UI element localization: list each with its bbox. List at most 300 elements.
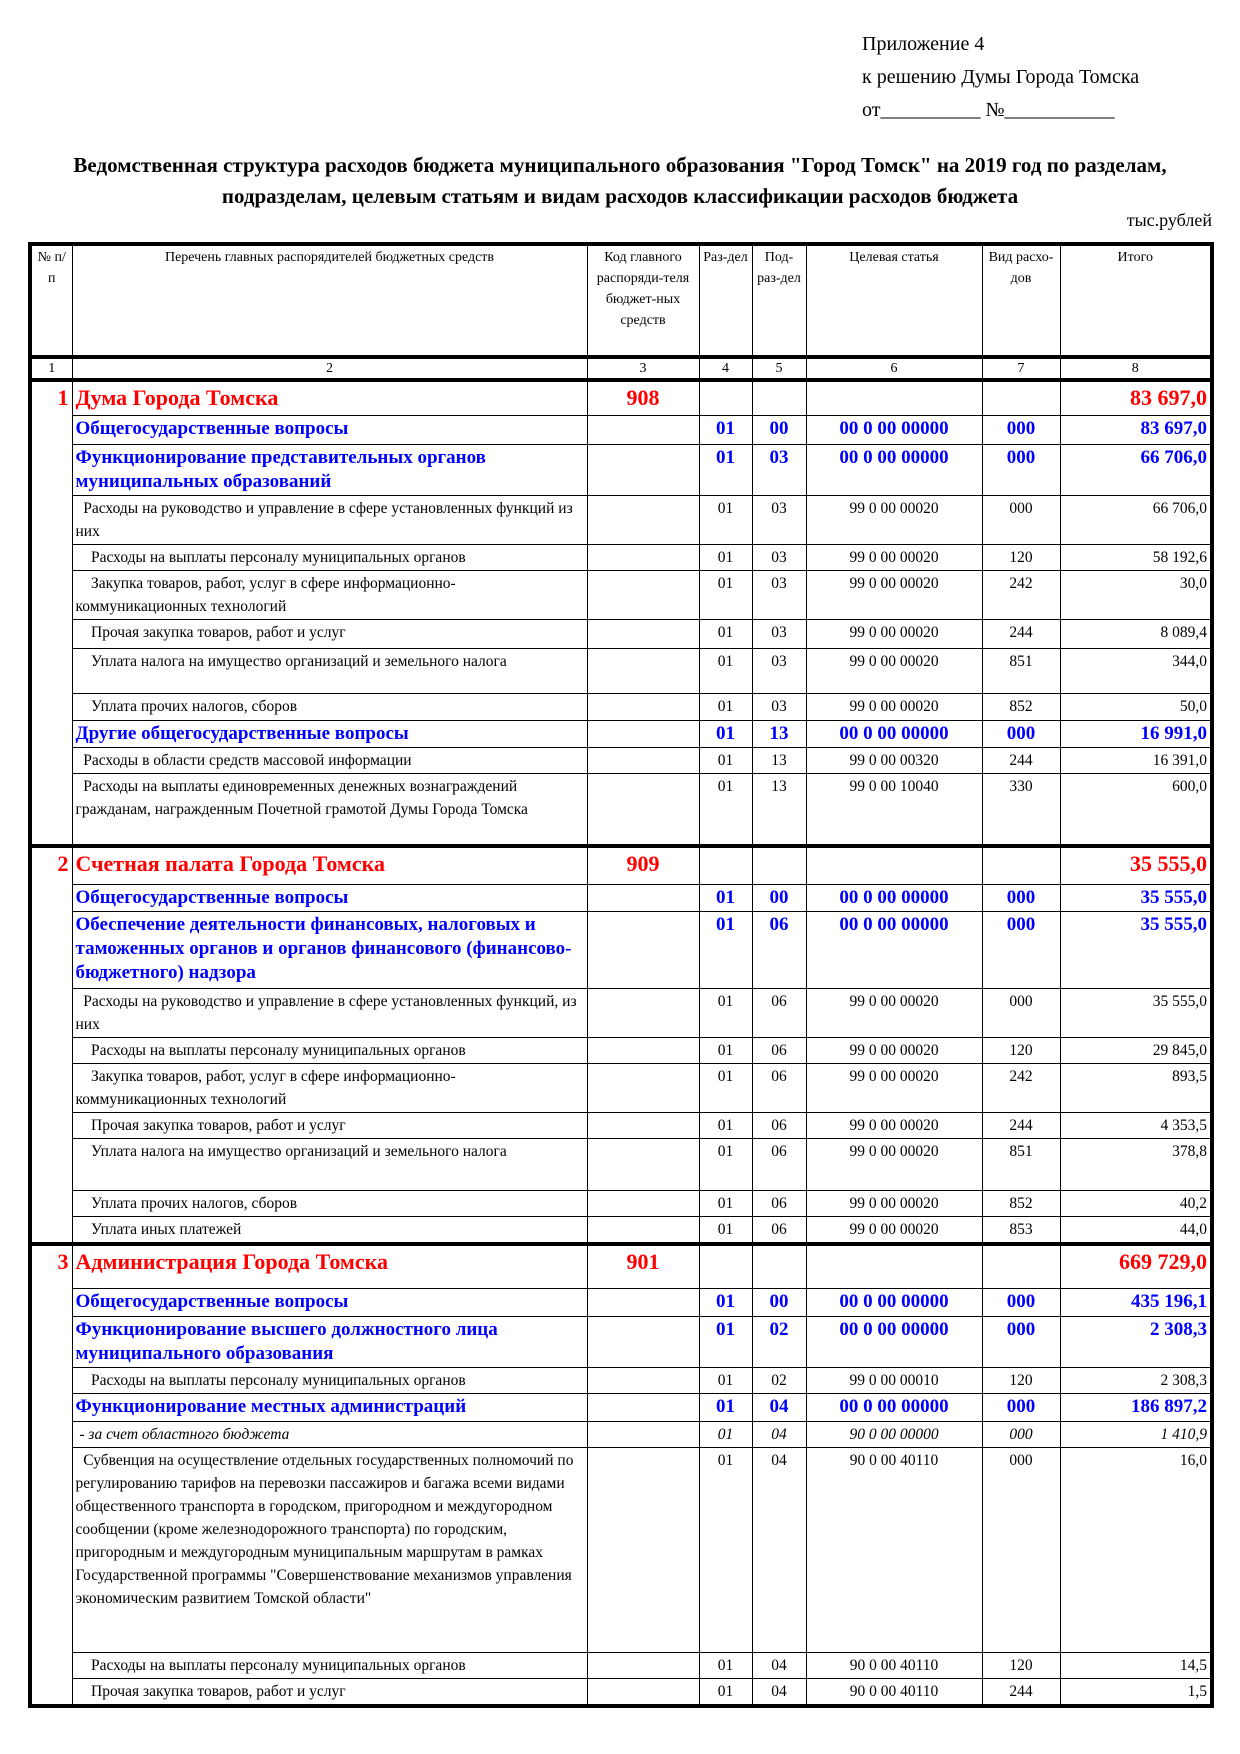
- cell-code: [587, 1368, 699, 1394]
- cell-type: 851: [982, 1138, 1060, 1190]
- cell-podrazdel: 03: [752, 693, 806, 720]
- cell-total: 66 706,0: [1060, 495, 1212, 544]
- cell-code: [587, 1653, 699, 1679]
- cell-total: 66 706,0: [1060, 444, 1212, 495]
- cell-total: 35 555,0: [1060, 911, 1212, 988]
- cell-num: [30, 495, 72, 544]
- cell-total: 83 697,0: [1060, 380, 1212, 415]
- cell-name: Закупка товаров, работ, услуг в сфере информационно-коммуникационных технологий: [72, 1063, 587, 1112]
- cell-razdel: 01: [699, 1653, 752, 1679]
- table-row-item: [30, 1037, 1212, 1063]
- cell-num: [30, 648, 72, 693]
- cell-num: [30, 988, 72, 1037]
- cell-name: Расходы на руководство и управление в сфере установленных функций, из них: [72, 988, 587, 1037]
- cell-target: 99 0 00 00020: [806, 495, 982, 544]
- cell-podrazdel: 02: [752, 1317, 806, 1368]
- cell-num: [30, 1317, 72, 1368]
- colnum: 4: [699, 357, 752, 380]
- cell-num: [30, 1289, 72, 1317]
- table-row-item: [30, 1112, 1212, 1138]
- cell-type: 000: [982, 1289, 1060, 1317]
- cell-total: 83 697,0: [1060, 415, 1212, 444]
- cell-podrazdel: 13: [752, 747, 806, 773]
- cell-podrazdel: 02: [752, 1368, 806, 1394]
- cell-target: 90 0 00 40110: [806, 1653, 982, 1679]
- cell-num: [30, 773, 72, 846]
- cell-type: 330: [982, 773, 1060, 846]
- cell-name: Расходы на выплаты единовременных денежных вознаграждений гражданам, награжденным Почетной грамотой Думы Города Томска: [72, 773, 587, 846]
- cell-total: 2 308,3: [1060, 1368, 1212, 1394]
- cell-type: 000: [982, 1448, 1060, 1653]
- cell-razdel: 01: [699, 415, 752, 444]
- header-razdel: Раз-дел: [699, 244, 752, 357]
- appendix-date-number: от__________ №___________: [862, 99, 1115, 121]
- cell-num: [30, 570, 72, 619]
- cell-target: 99 0 00 00020: [806, 693, 982, 720]
- cell-razdel: 01: [699, 773, 752, 846]
- table-row-item: [30, 773, 1212, 846]
- cell-code: [587, 444, 699, 495]
- cell-num: [30, 884, 72, 911]
- cell-razdel: 01: [699, 1368, 752, 1394]
- document-title: Ведомственная структура расходов бюджета муниципального образования "Город Томск" на 2019 год по разделам, подразделам, целевым статьям и видам расходов классификации расходов бюджета: [73, 153, 1167, 208]
- cell-total: 378,8: [1060, 1138, 1212, 1190]
- table-row-item: [30, 1138, 1212, 1190]
- cell-name: Счетная палата Города Томска: [72, 846, 587, 884]
- cell-type: 244: [982, 1679, 1060, 1707]
- cell-code: 901: [587, 1244, 699, 1289]
- cell-podrazdel: 04: [752, 1679, 806, 1707]
- cell-code: [587, 1138, 699, 1190]
- cell-num: [30, 1037, 72, 1063]
- cell-target: 99 0 00 00020: [806, 1112, 982, 1138]
- cell-type: 244: [982, 1112, 1060, 1138]
- cell-code: [587, 1448, 699, 1653]
- colnum: 1: [30, 357, 72, 380]
- cell-num: [30, 1112, 72, 1138]
- table-row-item: [30, 747, 1212, 773]
- cell-target: 99 0 00 00020: [806, 988, 982, 1037]
- cell-total: 35 555,0: [1060, 884, 1212, 911]
- cell-target: 99 0 00 00020: [806, 619, 982, 648]
- cell-podrazdel: 04: [752, 1448, 806, 1653]
- cell-total: 600,0: [1060, 773, 1212, 846]
- cell-code: 908: [587, 380, 699, 415]
- cell-podrazdel: 06: [752, 1037, 806, 1063]
- cell-num: [30, 1422, 72, 1448]
- table-row-item: [30, 619, 1212, 648]
- cell-razdel: 01: [699, 444, 752, 495]
- cell-type: 244: [982, 747, 1060, 773]
- cell-total: 40,2: [1060, 1190, 1212, 1216]
- cell-podrazdel: 00: [752, 884, 806, 911]
- table-row-item: [30, 544, 1212, 570]
- cell-target: 00 0 00 00000: [806, 720, 982, 747]
- cell-total: 44,0: [1060, 1216, 1212, 1244]
- cell-name: Уплата прочих налогов, сборов: [72, 1190, 587, 1216]
- cell-code: [587, 619, 699, 648]
- table-row-group: [30, 1244, 1212, 1289]
- cell-razdel: 01: [699, 1679, 752, 1707]
- cell-name: Расходы на выплаты персоналу муниципальных органов: [72, 1368, 587, 1394]
- table-row-italic: [30, 1422, 1212, 1448]
- cell-podrazdel: 06: [752, 1190, 806, 1216]
- cell-razdel: 01: [699, 544, 752, 570]
- cell-target: 99 0 00 00020: [806, 648, 982, 693]
- appendix-number: Приложение 4: [862, 33, 985, 55]
- cell-name: Общегосударственные вопросы: [72, 415, 587, 444]
- cell-total: 35 555,0: [1060, 988, 1212, 1037]
- cell-code: [587, 988, 699, 1037]
- cell-target: 90 0 00 00000: [806, 1422, 982, 1448]
- cell-podrazdel: 00: [752, 1289, 806, 1317]
- cell-target: 00 0 00 00000: [806, 1394, 982, 1422]
- cell-total: 30,0: [1060, 570, 1212, 619]
- cell-code: [587, 570, 699, 619]
- cell-type: 852: [982, 693, 1060, 720]
- cell-razdel: 01: [699, 693, 752, 720]
- cell-code: [587, 1216, 699, 1244]
- cell-name: Функционирование высшего должностного лица муниципального образования: [72, 1317, 587, 1368]
- cell-total: 8 089,4: [1060, 619, 1212, 648]
- cell-target: 00 0 00 00000: [806, 444, 982, 495]
- cell-code: [587, 648, 699, 693]
- cell-type: 000: [982, 444, 1060, 495]
- cell-podrazdel: 00: [752, 415, 806, 444]
- table-row-item: [30, 648, 1212, 693]
- cell-code: [587, 1422, 699, 1448]
- cell-razdel: 01: [699, 1138, 752, 1190]
- cell-total: 2 308,3: [1060, 1317, 1212, 1368]
- cell-razdel: 01: [699, 1422, 752, 1448]
- cell-target: 00 0 00 00000: [806, 884, 982, 911]
- cell-podrazdel: 06: [752, 1216, 806, 1244]
- cell-target: [806, 1244, 982, 1289]
- cell-podrazdel: 03: [752, 570, 806, 619]
- table-row-item: [30, 1653, 1212, 1679]
- header-row: [30, 244, 1212, 357]
- table-row-section: [30, 1289, 1212, 1317]
- cell-razdel: [699, 1244, 752, 1289]
- cell-razdel: 01: [699, 1216, 752, 1244]
- cell-razdel: 01: [699, 1317, 752, 1368]
- units-label: тыс.рублей: [1126, 210, 1212, 230]
- cell-total: 35 555,0: [1060, 846, 1212, 884]
- cell-total: 16 391,0: [1060, 747, 1212, 773]
- table-row-item: [30, 1063, 1212, 1112]
- cell-target: 99 0 00 00020: [806, 1138, 982, 1190]
- cell-target: 90 0 00 40110: [806, 1679, 982, 1707]
- cell-podrazdel: 03: [752, 544, 806, 570]
- cell-razdel: 01: [699, 1394, 752, 1422]
- cell-num: [30, 911, 72, 988]
- cell-podrazdel: 13: [752, 773, 806, 846]
- cell-target: 99 0 00 00020: [806, 544, 982, 570]
- cell-podrazdel: 04: [752, 1422, 806, 1448]
- header-type: Вид расхо-дов: [982, 244, 1060, 357]
- cell-razdel: 01: [699, 720, 752, 747]
- cell-code: [587, 544, 699, 570]
- cell-name: Уплата налога на имущество организаций и земельного налога: [72, 648, 587, 693]
- cell-razdel: 01: [699, 495, 752, 544]
- cell-num: [30, 1063, 72, 1112]
- cell-name: Общегосударственные вопросы: [72, 1289, 587, 1317]
- header-podrazdel: Под-раз-дел: [752, 244, 806, 357]
- cell-target: [806, 846, 982, 884]
- cell-name: Уплата налога на имущество организаций и земельного налога: [72, 1138, 587, 1190]
- cell-target: 90 0 00 40110: [806, 1448, 982, 1653]
- cell-podrazdel: 06: [752, 1138, 806, 1190]
- cell-podrazdel: 03: [752, 648, 806, 693]
- cell-razdel: 01: [699, 911, 752, 988]
- header-num: № п/п: [30, 244, 72, 357]
- cell-type: 120: [982, 1368, 1060, 1394]
- cell-podrazdel: 03: [752, 444, 806, 495]
- cell-total: 435 196,1: [1060, 1289, 1212, 1317]
- cell-total: 669 729,0: [1060, 1244, 1212, 1289]
- cell-num: [30, 1190, 72, 1216]
- cell-target: 99 0 00 00020: [806, 1216, 982, 1244]
- cell-total: 58 192,6: [1060, 544, 1212, 570]
- cell-podrazdel: 06: [752, 1063, 806, 1112]
- cell-type: 851: [982, 648, 1060, 693]
- cell-name: Обеспечение деятельности финансовых, налоговых и таможенных органов и органов финансового (финансово-бюджетного) надзора: [72, 911, 587, 988]
- cell-target: [806, 380, 982, 415]
- cell-razdel: 01: [699, 884, 752, 911]
- cell-type: [982, 846, 1060, 884]
- cell-podrazdel: 04: [752, 1394, 806, 1422]
- cell-type: 000: [982, 720, 1060, 747]
- cell-name: Уплата прочих налогов, сборов: [72, 693, 587, 720]
- cell-num: [30, 1679, 72, 1707]
- cell-total: 16,0: [1060, 1448, 1212, 1653]
- cell-num: [30, 693, 72, 720]
- cell-code: [587, 1063, 699, 1112]
- cell-num: [30, 1216, 72, 1244]
- cell-total: 186 897,2: [1060, 1394, 1212, 1422]
- cell-podrazdel: 03: [752, 495, 806, 544]
- cell-podrazdel: 06: [752, 911, 806, 988]
- cell-razdel: 01: [699, 747, 752, 773]
- cell-num: [30, 1653, 72, 1679]
- table-row-item: [30, 1216, 1212, 1244]
- cell-target: 99 0 00 10040: [806, 773, 982, 846]
- cell-name: Функционирование местных администраций: [72, 1394, 587, 1422]
- cell-code: [587, 1112, 699, 1138]
- cell-razdel: [699, 846, 752, 884]
- table-row-group: [30, 846, 1212, 884]
- table-row-item: [30, 693, 1212, 720]
- cell-name: Дума Города Томска: [72, 380, 587, 415]
- cell-num: [30, 747, 72, 773]
- table-row-item: [30, 570, 1212, 619]
- cell-code: [587, 1394, 699, 1422]
- cell-razdel: 01: [699, 1190, 752, 1216]
- cell-num: 1: [30, 380, 72, 415]
- cell-code: 909: [587, 846, 699, 884]
- cell-target: 00 0 00 00000: [806, 415, 982, 444]
- cell-name: Расходы на выплаты персоналу муниципальных органов: [72, 1653, 587, 1679]
- cell-total: 16 991,0: [1060, 720, 1212, 747]
- cell-total: 29 845,0: [1060, 1037, 1212, 1063]
- cell-type: 120: [982, 544, 1060, 570]
- cell-type: 000: [982, 495, 1060, 544]
- cell-podrazdel: 04: [752, 1653, 806, 1679]
- cell-type: 120: [982, 1653, 1060, 1679]
- cell-type: 000: [982, 1317, 1060, 1368]
- cell-total: 14,5: [1060, 1653, 1212, 1679]
- colnum: 3: [587, 357, 699, 380]
- cell-name: Прочая закупка товаров, работ и услуг: [72, 619, 587, 648]
- cell-razdel: 01: [699, 1063, 752, 1112]
- table-row-sub: [30, 911, 1212, 988]
- cell-podrazdel: [752, 846, 806, 884]
- table-row-item: [30, 1679, 1212, 1707]
- cell-code: [587, 1190, 699, 1216]
- table-row-sub: [30, 444, 1212, 495]
- cell-type: [982, 380, 1060, 415]
- cell-name: Администрация Города Томска: [72, 1244, 587, 1289]
- cell-razdel: 01: [699, 1112, 752, 1138]
- cell-name: Другие общегосударственные вопросы: [72, 720, 587, 747]
- cell-type: 852: [982, 1190, 1060, 1216]
- cell-num: [30, 1138, 72, 1190]
- cell-total: 4 353,5: [1060, 1112, 1212, 1138]
- cell-type: 242: [982, 570, 1060, 619]
- cell-name: Субвенция на осуществление отдельных государственных полномочий по регулированию тарифов на перевозки пассажиров и багажа всеми видами общественного транспорта в городском, пригородном и междугородном сообщении (кроме железнодорожного транспорта) по городским, пригородным и междугородным муниципальным маршрутам в рамках Государственной программы "Совершенствование механизмов управления экономическим развитием Томской области": [72, 1448, 587, 1653]
- cell-target: 00 0 00 00000: [806, 911, 982, 988]
- cell-code: [587, 773, 699, 846]
- cell-razdel: 01: [699, 619, 752, 648]
- cell-target: 00 0 00 00000: [806, 1317, 982, 1368]
- colnum: 8: [1060, 357, 1212, 380]
- cell-num: [30, 1368, 72, 1394]
- appendix-block: [862, 28, 1139, 127]
- cell-target: 99 0 00 00020: [806, 1190, 982, 1216]
- cell-type: 000: [982, 911, 1060, 988]
- cell-name: - за счет областного бюджета: [72, 1422, 587, 1448]
- cell-code: [587, 1317, 699, 1368]
- cell-name: Закупка товаров, работ, услуг в сфере информационно-коммуникационных технологий: [72, 570, 587, 619]
- appendix-decision: к решению Думы Города Томска: [862, 66, 1140, 88]
- cell-code: [587, 1679, 699, 1707]
- table-row-sub: [30, 1317, 1212, 1368]
- cell-razdel: 01: [699, 1289, 752, 1317]
- cell-type: [982, 1244, 1060, 1289]
- cell-num: 2: [30, 846, 72, 884]
- cell-name: Расходы на выплаты персоналу муниципальных органов: [72, 544, 587, 570]
- cell-code: [587, 1037, 699, 1063]
- cell-podrazdel: 06: [752, 1112, 806, 1138]
- cell-total: 1,5: [1060, 1679, 1212, 1707]
- cell-razdel: [699, 380, 752, 415]
- cell-target: 99 0 00 00020: [806, 1037, 982, 1063]
- cell-target: 99 0 00 00020: [806, 570, 982, 619]
- cell-type: 853: [982, 1216, 1060, 1244]
- cell-razdel: 01: [699, 1448, 752, 1653]
- cell-num: [30, 720, 72, 747]
- table-row-sub: [30, 720, 1212, 747]
- header-code: Код главного распоряди-теля бюджет-ных средств: [587, 244, 699, 357]
- table-row-item: [30, 1190, 1212, 1216]
- cell-num: 3: [30, 1244, 72, 1289]
- cell-podrazdel: [752, 1244, 806, 1289]
- cell-num: [30, 415, 72, 444]
- cell-code: [587, 415, 699, 444]
- table-row-group: [30, 380, 1212, 415]
- cell-type: 242: [982, 1063, 1060, 1112]
- cell-target: 99 0 00 00320: [806, 747, 982, 773]
- header-name: Перечень главных распорядителей бюджетных средств: [72, 244, 587, 357]
- cell-total: 344,0: [1060, 648, 1212, 693]
- cell-podrazdel: 03: [752, 619, 806, 648]
- cell-code: [587, 495, 699, 544]
- cell-target: 99 0 00 00010: [806, 1368, 982, 1394]
- cell-code: [587, 747, 699, 773]
- cell-type: 120: [982, 1037, 1060, 1063]
- cell-name: Функционирование представительных органов муниципальных образований: [72, 444, 587, 495]
- cell-type: 000: [982, 988, 1060, 1037]
- cell-num: [30, 1448, 72, 1653]
- cell-type: 000: [982, 1394, 1060, 1422]
- cell-type: 244: [982, 619, 1060, 648]
- cell-code: [587, 911, 699, 988]
- cell-num: [30, 619, 72, 648]
- cell-podrazdel: [752, 380, 806, 415]
- cell-type: 000: [982, 1422, 1060, 1448]
- cell-num: [30, 1394, 72, 1422]
- cell-razdel: 01: [699, 1037, 752, 1063]
- cell-name: Прочая закупка товаров, работ и услуг: [72, 1112, 587, 1138]
- table-row-item: [30, 495, 1212, 544]
- column-number-row: [30, 357, 1212, 380]
- cell-total: 893,5: [1060, 1063, 1212, 1112]
- cell-total: 1 410,9: [1060, 1422, 1212, 1448]
- colnum: 7: [982, 357, 1060, 380]
- cell-razdel: 01: [699, 570, 752, 619]
- colnum: 2: [72, 357, 587, 380]
- table-row-item: [30, 1368, 1212, 1394]
- cell-razdel: 01: [699, 988, 752, 1037]
- cell-target: 00 0 00 00000: [806, 1289, 982, 1317]
- cell-code: [587, 1289, 699, 1317]
- cell-name: Прочая закупка товаров, работ и услуг: [72, 1679, 587, 1707]
- colnum: 6: [806, 357, 982, 380]
- table-row-sub: [30, 1394, 1212, 1422]
- cell-name: Расходы на выплаты персоналу муниципальных органов: [72, 1037, 587, 1063]
- cell-target: 99 0 00 00020: [806, 1063, 982, 1112]
- cell-razdel: 01: [699, 648, 752, 693]
- budget-table: [28, 242, 1214, 1708]
- table-row-section: [30, 884, 1212, 911]
- cell-podrazdel: 13: [752, 720, 806, 747]
- cell-type: 000: [982, 415, 1060, 444]
- cell-total: 50,0: [1060, 693, 1212, 720]
- cell-code: [587, 720, 699, 747]
- cell-code: [587, 693, 699, 720]
- cell-num: [30, 544, 72, 570]
- cell-name: Общегосударственные вопросы: [72, 884, 587, 911]
- header-total: Итого: [1060, 244, 1212, 357]
- table-row-item: [30, 1448, 1212, 1653]
- table-row-section: [30, 415, 1212, 444]
- table-row-item: [30, 988, 1212, 1037]
- cell-name: Уплата иных платежей: [72, 1216, 587, 1244]
- header-target: Целевая статья: [806, 244, 982, 357]
- cell-name: Расходы на руководство и управление в сфере установленных функций из них: [72, 495, 587, 544]
- cell-name: Расходы в области средств массовой информации: [72, 747, 587, 773]
- cell-type: 000: [982, 884, 1060, 911]
